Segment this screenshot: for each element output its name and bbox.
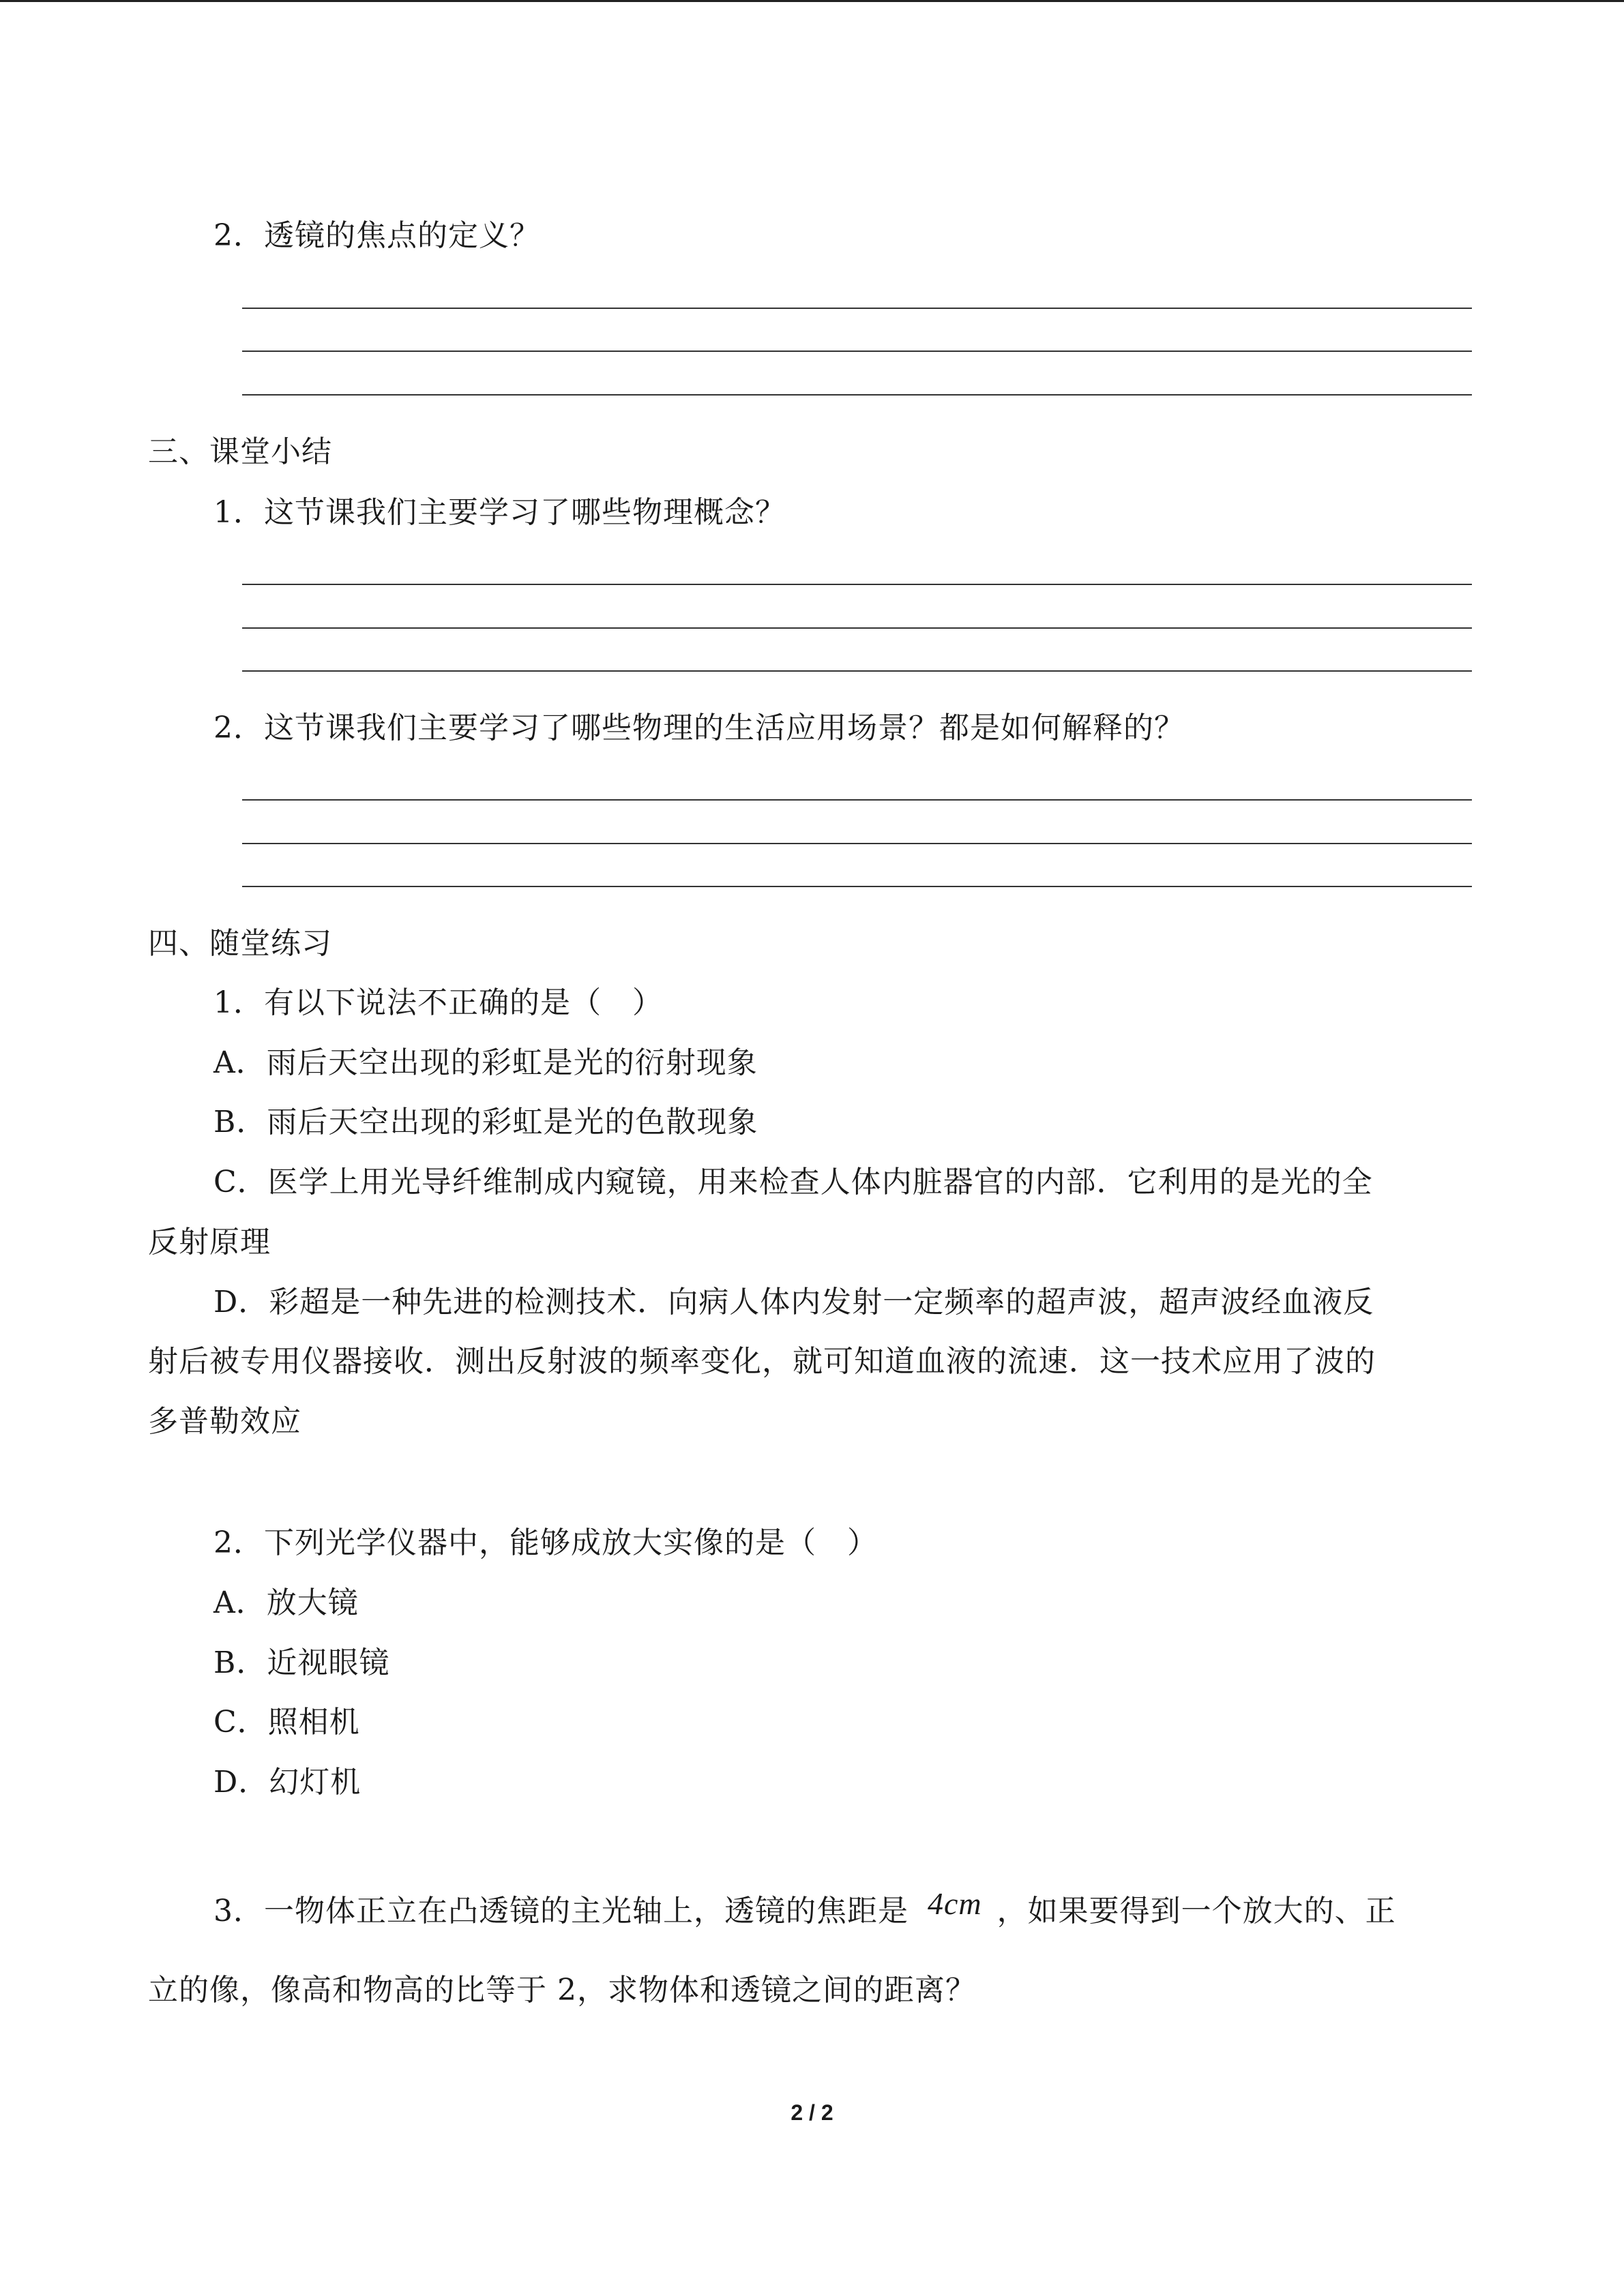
exercise-1-option-d-line1[interactable]: D．彩超是一种先进的检测技术．向病人体内发射一定频率的超声波，超声波经血液反: [213, 1285, 1374, 1320]
answer-line[interactable]: [242, 584, 1472, 585]
exercise-1-option-c-line1[interactable]: C．医学上用光导纤维制成内窥镜，用来检查人体内脏器官的内部．它利用的是光的全: [213, 1165, 1373, 1199]
exercise-2-option-c[interactable]: C．照相机: [213, 1705, 360, 1740]
answer-line[interactable]: [242, 799, 1472, 801]
answer-line[interactable]: [242, 670, 1472, 672]
exercise-1-option-d-line3: 多普勒效应: [148, 1404, 301, 1439]
question-focus-definition: 2．透镜的焦点的定义？: [213, 218, 540, 253]
summary-question-2: 2．这节课我们主要学习了哪些物理的生活应用场景？都是如何解释的？: [213, 711, 1185, 745]
answer-line[interactable]: [242, 308, 1472, 309]
focal-length-formula: 4cm: [928, 1886, 982, 1921]
exercise-1-option-a[interactable]: A．雨后天空出现的彩虹是光的衍射现象: [213, 1045, 758, 1080]
section-heading-summary: 三、课堂小结: [148, 434, 332, 469]
exercise-3-line2: 立的像，像高和物高的比等于 2，求物体和透镜之间的距离？: [148, 1973, 976, 2008]
answer-line[interactable]: [242, 886, 1472, 887]
answer-line[interactable]: [242, 394, 1472, 396]
exercise-3-text-b: ，如果要得到一个放大的、正: [996, 1894, 1396, 1928]
section-heading-practice: 四、随堂练习: [148, 926, 332, 961]
exercise-2-stem: 2．下列光学仪器中，能够成放大实像的是（ ）: [213, 1525, 878, 1560]
answer-line[interactable]: [242, 843, 1472, 844]
exercise-2-option-d[interactable]: D．幻灯机: [213, 1765, 361, 1800]
answer-line[interactable]: [242, 351, 1472, 352]
exercise-3-text-a: 3．一物体正立在凸透镜的主光轴上，透镜的焦距是: [213, 1894, 909, 1928]
page-top-border: [0, 0, 1624, 2]
summary-question-1: 1．这节课我们主要学习了哪些物理概念？: [213, 495, 786, 530]
exercise-1-option-d-line2: 射后被专用仪器接收．测出反射波的频率变化，就可知道血液的流速．这一技术应用了波的: [148, 1344, 1376, 1379]
exercise-3-line1: [213, 1886, 1396, 1932]
exercise-2-option-b[interactable]: B．近视眼镜: [213, 1645, 390, 1680]
exercise-2-option-a[interactable]: A．放大镜: [213, 1585, 359, 1620]
answer-line[interactable]: [242, 627, 1472, 629]
page-number: 2 / 2: [791, 2100, 833, 2125]
exercise-1-option-c-line2: 反射原理: [148, 1225, 271, 1259]
exercise-1-option-b[interactable]: B．雨后天空出现的彩虹是光的色散现象: [213, 1105, 758, 1139]
exercise-1-stem: 1．有以下说法不正确的是（ ）: [213, 985, 663, 1020]
